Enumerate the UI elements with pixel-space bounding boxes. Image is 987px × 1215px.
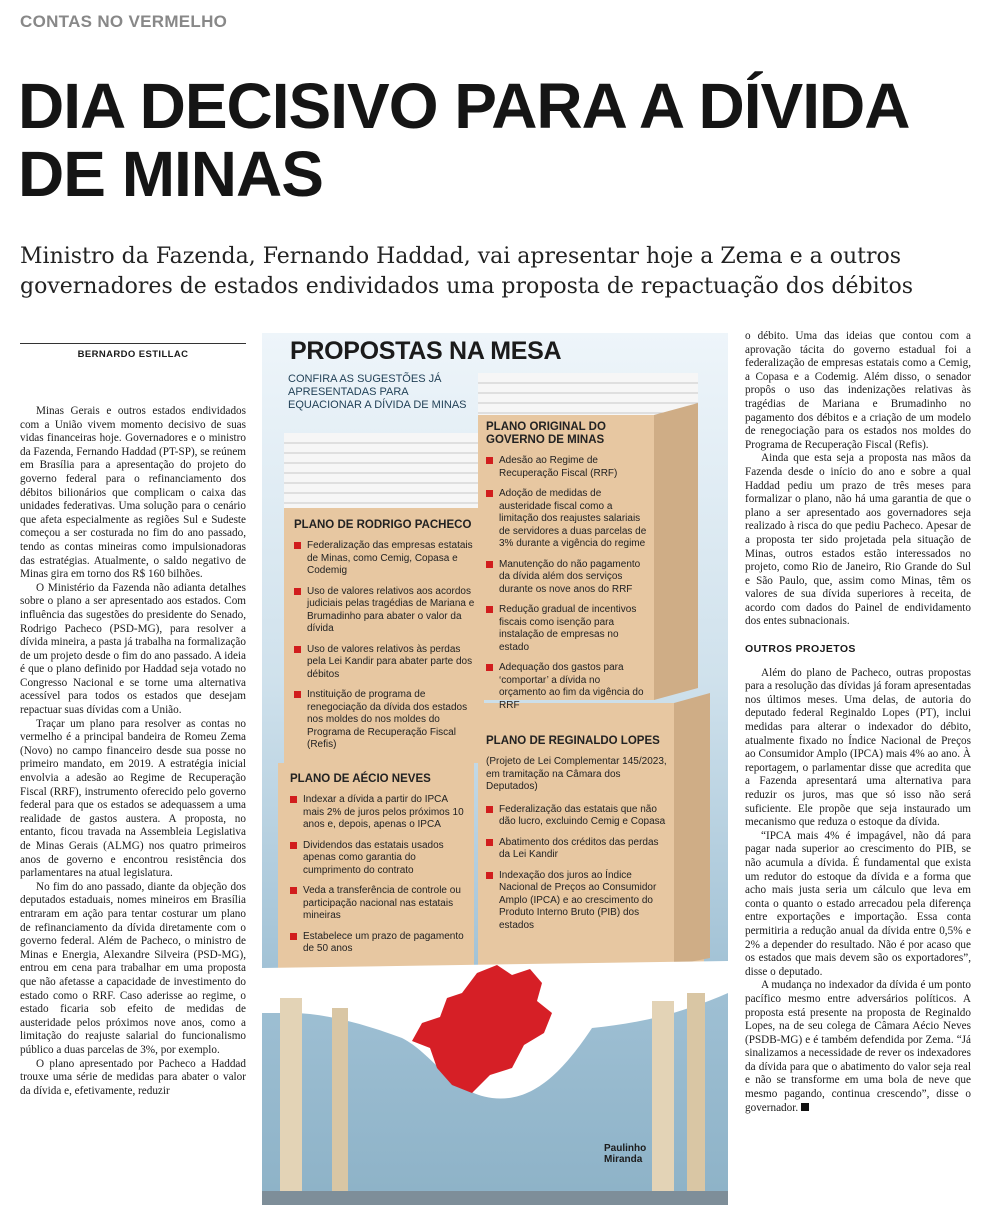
plan-title: PLANO ORIGINAL DO GOVERNO DE MINAS [486, 421, 606, 446]
paper-stack-left [284, 433, 484, 513]
body-paragraph: O Ministério da Fazenda não adianta detalhes sobre o plano a ser apresentado aos estados. Com influência das sugestões do presidente do Senado, Rodrigo Pacheco (PSD-MG), para resolver a dívida mineira, a pasta já trabalha na formalização de um projeto desde o fim do ano passado. A ideia é que o plano definido por Haddad seja votado no Congresso Nacional e se torne uma alternativa acessível para todos os estados que desejam repactuar suas dívidas com a União. [20, 581, 246, 717]
plan-item: Uso de valores relativos às perdas pela Lei Kandir para abater parte dos débitos [294, 644, 476, 682]
plan-item: Indexar a dívida a partir do IPCA mais 2% de juros pelos próximos 10 anos e, depois, apenas o IPCA [290, 794, 468, 832]
plan-item: Dividendos das estatais usados apenas como garantia do cumprimento do contrato [290, 840, 468, 878]
body-paragraph: Ainda que esta seja a proposta nas mãos da Fazenda desde o início do ano e sobre a qual Haddad pediu um prazo de três meses para formalizar o plano, não há uma garantia de que o plano a ser apresentado aos governadores seja realizado à risca do que pediu Pacheco. Apesar de a proposta ter sido projetada pela situação de Minas, outros estados estão interessados no projeto, como Rio de Janeiro, Rio Grande do Sul e São Paulo, que, assim como Minas, têm os valores de sua dívida superiores à receita, de acordo com dados do Painel de endividamento dos entes subnacionais. [745, 452, 971, 628]
plan-card-governo-minas [486, 421, 650, 720]
paper-stack-right [478, 373, 698, 418]
body-paragraph: Minas Gerais e outros estados endividados com a União vivem momento decisivo de suas vidas financeiras hoje. Governadores e o ministro da Fazenda, Fernando Haddad (PT-SP), se reúnem em Brasília para a apresentação do projeto do governo federal para o refinanciamento dos débitos bilionários que complicam o caixa das unidades federativas. Uma solução para o cenário que afeta especialmente as regiões Sul e Sudeste começou a ser costurada no fim do ano passado, tendo as contas mineiras como impulsionadoras das estratégias. Atualmente, o saldo negativo de Minas gira em torno dos R$ 160 bilhões. [20, 405, 246, 581]
body-text: A mudança no indexador da dívida é um ponto pacífico mesmo entre adversários políticos. A proposta está presente na proposta de Reginaldo Lopes, na de seu colega de Câmara Aécio Neves (PSDB-MG) e é também defendida por Zema. “Já sinalizamos a necessidade de rever os indexadores da dívida para que o abatimento do valor seja real e não se transforme em uma bola de neve que mesmo pagando, continua crescendo”, disse o governador. [745, 979, 971, 1114]
byline: BERNARDO ESTILLAC [20, 343, 246, 360]
plan-item: Adequação dos gastos para ‘comportar’ a dívida no orçamento ao fim da vigência do RRF [486, 662, 650, 712]
left-column [20, 405, 246, 1098]
illustration-credit [604, 1143, 646, 1165]
plan-item: Manutenção do não pagamento da dívida além dos serviços durante os nove anos do RRF [486, 559, 650, 597]
credit-line: Miranda [604, 1154, 643, 1165]
subhead: OUTROS PROJETOS [745, 643, 856, 656]
body-paragraph: “IPCA mais 4% é impagável, não dá para pagar nada superior ao crescimento do PIB, se não acumula a dívida. É fundamental que exista um redutor do estoque da dívida e a forma que acho mais justa seria um cálculo que leva em conta o quanto o estado arrecadou pela diferença entre exportações e importação. Essa conta permitiria a redução anual da dívida entre 0,5% e 2% a depender do resultado. Não é por acaso que os estados que mais devem são os exportadores”, disse o deputado. [745, 829, 971, 978]
body-paragraph [745, 979, 971, 1115]
section-kicker: CONTAS NO VERMELHO [20, 12, 228, 31]
body-paragraph: Além do plano de Pacheco, outras propostas para a resolução das dívidas já foram apresentadas nos últimos meses. Uma delas, de autoria do deputado federal Reginaldo Lopes (PT), inclui medidas para alterar o indexador do débito, atualmente fixado no Índice Nacional de Preços ao Consumidor Amplo (IPCA) mais 4% ao ano. À reportagem, o parlamentar disse que acredita que a Fazenda apresentará uma alternativa para reduzir os juros, mas que só isso não será suficiente. Ele propõe que seja instaurado um mecanismo que reduza o estoque da dívida. [745, 666, 971, 829]
plan-title: PLANO DE REGINALDO LOPES [486, 735, 660, 747]
plan-title: PLANO DE RODRIGO PACHECO [294, 519, 472, 531]
plan-item: Estabelece um prazo de pagamento de 50 anos [290, 931, 468, 956]
infographic-title: PROPOSTAS NA MESA [290, 337, 562, 365]
plan-item: Abatimento dos créditos das perdas da Lei Kandir [486, 837, 668, 862]
plan-item: Federalização das empresas estatais de Minas, como Cemig, Copasa e Codemig [294, 540, 476, 578]
plan-item: Uso de valores relativos aos acordos judiciais pelas tragédias de Mariana e Brumadinho para abater o valor da dívida [294, 586, 476, 636]
plan-card-pacheco [294, 519, 476, 760]
infographic-subtitle: CONFIRA AS SUGESTÕES JÁ APRESENTADAS PARA EQUACIONAR A DÍVIDA DE MINAS [288, 373, 467, 411]
plan-item: Adoção de medidas de austeridade fiscal como a limitação dos reajustes salariais de servidores a duas parcelas de 3% durante a vigência do regime [486, 488, 650, 551]
plan-item: Veda a transferência de controle ou participação nacional nas estatais mineiras [290, 885, 468, 923]
body-paragraph: No fim do ano passado, diante da objeção dos deputados estaduais, nomes mineiros em Brasília entraram em ação para tentar costurar um plano de refinanciamento da dívida diretamente com o governo federal. Além de Pacheco, o ministro de Minas e Energia, Alexandre Silveira (PSD-MG), entrou em cena para trabalhar em uma proposta que não afetasse a capacidade de investimento do estado como o RRF. Caso aderisse ao regime, o estado ficaria sob efeito de medidas de austeridade pelos próximos nove anos, como a limitação do reajuste salarial do funcionalismo público a duas parcelas de 3%, por exemplo. [20, 880, 246, 1056]
plan-card-reginaldo-lopes [486, 735, 668, 940]
plan-item: Redução gradual de incentivos fiscais como isenção para instalação de empresas no estado [486, 604, 650, 654]
headline: DIA DECISIVO PARA A DÍVIDA DE MINAS [18, 70, 908, 210]
plan-title: PLANO DE AÉCIO NEVES [290, 773, 431, 785]
plan-intro: (Projeto de Lei Complementar 145/2023, em tramitação na Câmara dos Deputados) [486, 756, 667, 792]
dek: Ministro da Fazenda, Fernando Haddad, vai apresentar hoje a Zema e a outros governadores de estados endividados uma proposta de repactuação dos débitos [20, 244, 913, 299]
right-column [745, 330, 971, 1115]
infographic [262, 333, 728, 1205]
plan-item: Instituição de programa de renegociação da dívida dos estados nos moldes do nos moldes do Programa de Recuperação Fiscal (Refis) [294, 689, 476, 752]
body-paragraph: o débito. Uma das ideias que contou com a aprovação tácita do governo estadual foi a federalização de empresas estatais como a Cemig, a Copasa e a Codemig. Além disso, o senador propôs o uso das indenizações relativas às tragédias de Mariana e Brumadinho no pagamento dos débitos e a criação de um modelo de renegociação para os estados nos moldes do Programa de Recuperação Fiscal (Refis). [745, 330, 971, 451]
body-paragraph: Traçar um plano para resolver as contas no vermelho é a principal bandeira de Romeu Zema (Novo) no campo financeiro desde sua posse no primeiro mandato, em 2019. A estratégia inicial envolvia a adesão ao Regime de Recuperação Fiscal (RRF), instrumento oferecido pelo governo federal para que os estados se adequassem a uma realidade de gastos austera. A proposta, no entanto, ficou travada na Assembleia Legislativa de Minas Gerais (ALMG) nos quatro primeiros anos de governo e encontrou resistência dos parlamentares na atual legislatura. [20, 717, 246, 880]
body-paragraph: O plano apresentado por Pacheco a Haddad trouxe uma série de medidas para abater o valor da dívida e, efetivamente, reduzir [20, 1057, 246, 1097]
plan-card-aecio-neves [290, 773, 468, 964]
plan-item: Indexação dos juros ao Índice Nacional de Preços ao Consumidor Amplo (IPCA) e ao crescimento do Produto Interno Bruto (PIB) dos estados [486, 870, 668, 933]
end-mark-icon [801, 1103, 809, 1111]
credit-line: Paulinho [604, 1143, 647, 1154]
plan-item: Adesão ao Regime de Recuperação Fiscal (RRF) [486, 455, 650, 480]
plan-item: Federalização das estatais que não dão lucro, excluindo Cemig e Copasa [486, 804, 668, 829]
